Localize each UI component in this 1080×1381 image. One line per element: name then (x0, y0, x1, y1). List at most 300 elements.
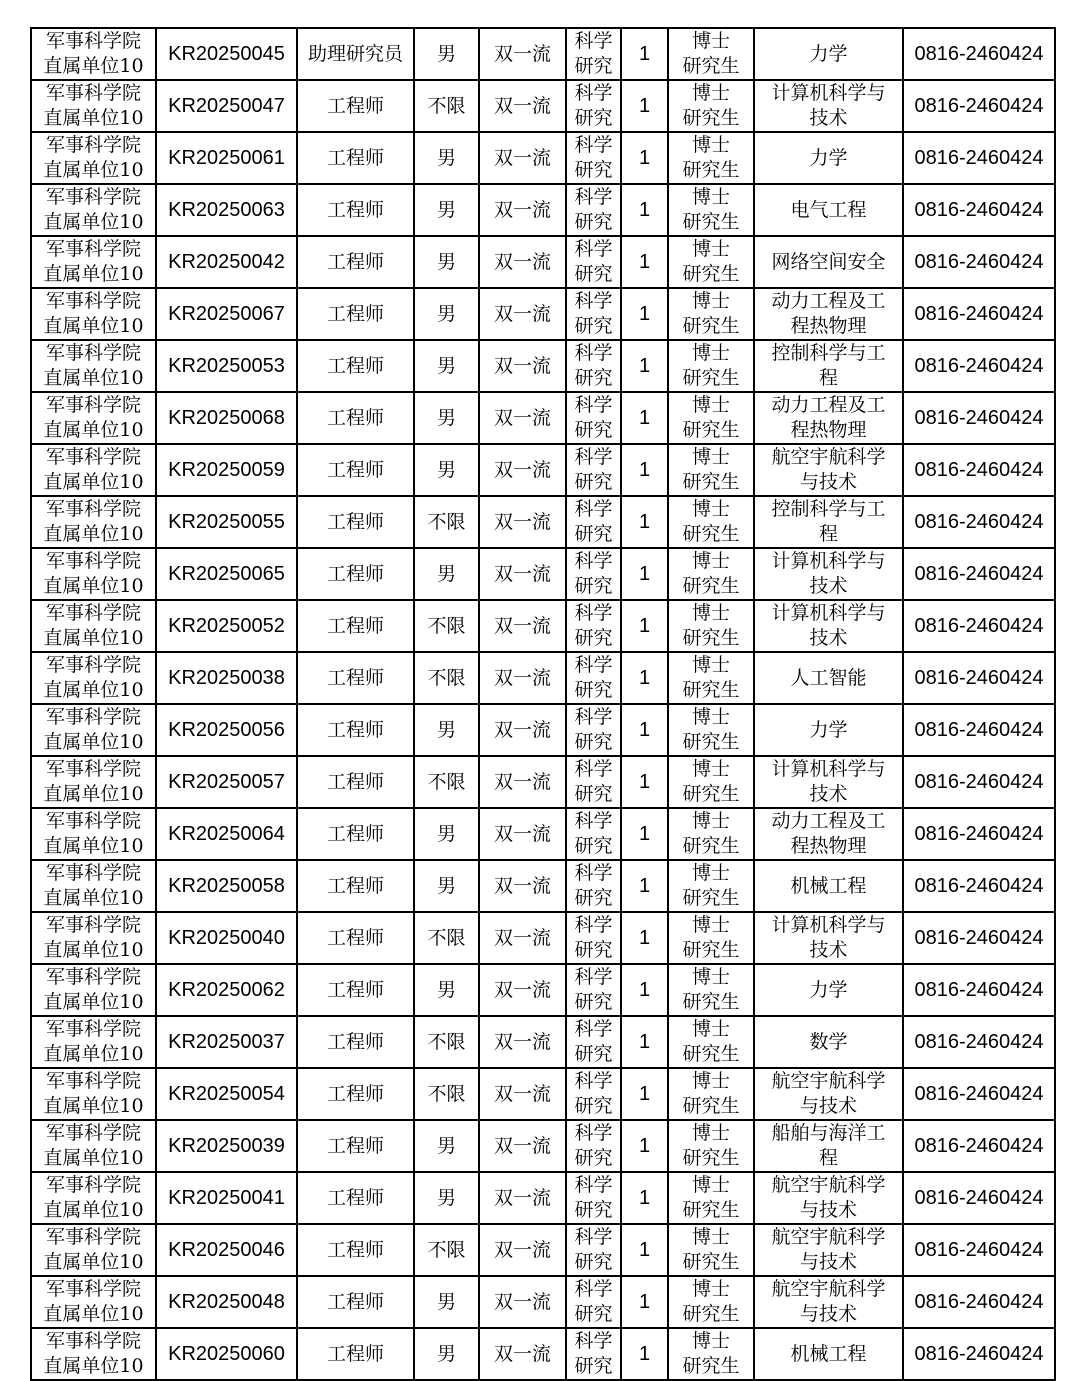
gender-cell: 不限 (414, 1224, 479, 1276)
major-cell-line: 程 (818, 523, 838, 545)
position-code-cell: KR20250067 (156, 288, 297, 340)
gender-cell: 男 (414, 132, 479, 184)
post-type-cell-line: 研究 (574, 1147, 613, 1169)
contact-phone-cell: 0816-2460424 (903, 1016, 1055, 1068)
post-type-cell-line: 科学 (574, 290, 613, 312)
post-type-cell-line: 研究 (574, 939, 613, 961)
major-cell-line: 动力工程及工 (771, 290, 886, 312)
unit-cell-line: 直属单位10 (43, 575, 144, 597)
unit-cell-line: 直属单位10 (43, 1147, 144, 1169)
headcount-cell: 1 (621, 1016, 668, 1068)
post-type-cell-line: 科学 (574, 966, 613, 988)
degree-cell (668, 28, 754, 80)
degree-cell-line: 研究生 (682, 679, 740, 701)
unit-cell (31, 1068, 156, 1120)
major-cell-line: 航空宇航科学 (771, 1226, 886, 1248)
unit-cell (31, 288, 156, 340)
table-row (31, 600, 1055, 652)
degree-cell-line: 博士 (691, 30, 730, 52)
major-cell-line: 数学 (809, 1030, 848, 1053)
position-code-cell: KR20250065 (156, 548, 297, 600)
school-level-cell: 双一流 (479, 392, 566, 444)
degree-cell-line: 研究生 (682, 575, 740, 597)
unit-cell-line: 军事科学院 (45, 290, 141, 312)
school-level-cell: 双一流 (479, 132, 566, 184)
post-type-cell-line: 研究 (574, 55, 613, 77)
table-row (31, 1016, 1055, 1068)
contact-phone-cell: 0816-2460424 (903, 340, 1055, 392)
position-code-cell: KR20250046 (156, 1224, 297, 1276)
degree-cell-line: 博士 (691, 82, 730, 104)
gender-cell: 不限 (414, 756, 479, 808)
degree-cell-line: 博士 (691, 134, 730, 156)
major-cell-line: 力学 (809, 42, 848, 65)
headcount-cell: 1 (621, 288, 668, 340)
gender-cell: 不限 (414, 600, 479, 652)
post-type-cell-line: 科学 (574, 82, 613, 104)
post-type-cell-line: 研究 (574, 211, 613, 233)
table-row (31, 964, 1055, 1016)
degree-cell-line: 研究生 (682, 627, 740, 649)
major-cell-line: 与技术 (799, 1251, 857, 1273)
unit-cell-line: 直属单位10 (43, 991, 144, 1013)
post-title-cell: 工程师 (297, 496, 414, 548)
post-type-cell-line: 科学 (574, 862, 613, 884)
degree-cell (668, 444, 754, 496)
post-type-cell-line: 科学 (574, 1018, 613, 1040)
post-type-cell-line: 科学 (574, 238, 613, 260)
post-type-cell-line: 研究 (574, 679, 613, 701)
gender-cell: 不限 (414, 80, 479, 132)
school-level-cell: 双一流 (479, 652, 566, 704)
post-type-cell (566, 184, 621, 236)
unit-cell-line: 直属单位10 (43, 55, 144, 77)
unit-cell-line: 直属单位10 (43, 783, 144, 805)
table-row (31, 1068, 1055, 1120)
major-cell-line: 力学 (809, 978, 848, 1001)
post-type-cell-line: 科学 (574, 1278, 613, 1300)
major-cell-line: 技术 (809, 939, 848, 961)
unit-cell-line: 直属单位10 (43, 887, 144, 909)
post-title-cell: 工程师 (297, 340, 414, 392)
post-title-cell: 工程师 (297, 444, 414, 496)
post-type-cell-line: 研究 (574, 887, 613, 909)
major-cell-line: 船舶与海洋工 (771, 1122, 886, 1144)
major-cell (754, 496, 903, 548)
unit-cell-line: 直属单位10 (43, 679, 144, 701)
unit-cell (31, 756, 156, 808)
degree-cell (668, 756, 754, 808)
degree-cell-line: 博士 (691, 446, 730, 468)
post-type-cell-line: 研究 (574, 1355, 613, 1377)
major-cell-line: 动力工程及工 (771, 394, 886, 416)
post-type-cell-line: 科学 (574, 810, 613, 832)
unit-cell-line: 军事科学院 (45, 706, 141, 728)
degree-cell-line: 博士 (691, 290, 730, 312)
degree-cell (668, 392, 754, 444)
major-cell-line: 与技术 (799, 471, 857, 493)
unit-cell-line: 军事科学院 (45, 394, 141, 416)
school-level-cell: 双一流 (479, 184, 566, 236)
school-level-cell: 双一流 (479, 1016, 566, 1068)
major-cell-line: 机械工程 (790, 1342, 867, 1365)
degree-cell-line: 研究生 (682, 1355, 740, 1377)
position-code-cell: KR20250045 (156, 28, 297, 80)
major-cell (754, 1328, 903, 1380)
post-title-cell: 工程师 (297, 288, 414, 340)
degree-cell-line: 博士 (691, 1278, 730, 1300)
post-type-cell-line: 研究 (574, 263, 613, 285)
table-row (31, 1120, 1055, 1172)
headcount-cell: 1 (621, 808, 668, 860)
contact-phone-cell: 0816-2460424 (903, 1068, 1055, 1120)
table-row (31, 496, 1055, 548)
major-cell-line: 航空宇航科学 (771, 446, 886, 468)
gender-cell: 男 (414, 548, 479, 600)
major-cell (754, 808, 903, 860)
position-code-cell: KR20250068 (156, 392, 297, 444)
contact-phone-cell: 0816-2460424 (903, 912, 1055, 964)
position-code-cell: KR20250064 (156, 808, 297, 860)
post-type-cell (566, 808, 621, 860)
degree-cell-line: 研究生 (682, 211, 740, 233)
gender-cell: 不限 (414, 912, 479, 964)
major-cell-line: 控制科学与工 (771, 498, 886, 520)
post-type-cell-line: 研究 (574, 1199, 613, 1221)
contact-phone-cell: 0816-2460424 (903, 1172, 1055, 1224)
major-cell-line: 计算机科学与 (771, 602, 886, 624)
unit-cell-line: 军事科学院 (45, 342, 141, 364)
post-title-cell: 工程师 (297, 1276, 414, 1328)
unit-cell (31, 1276, 156, 1328)
degree-cell (668, 1224, 754, 1276)
unit-cell-line: 直属单位10 (43, 159, 144, 181)
headcount-cell: 1 (621, 1224, 668, 1276)
post-type-cell (566, 444, 621, 496)
table-row (31, 1172, 1055, 1224)
unit-cell (31, 964, 156, 1016)
position-code-cell: KR20250037 (156, 1016, 297, 1068)
table-row (31, 808, 1055, 860)
position-code-cell: KR20250038 (156, 652, 297, 704)
degree-cell (668, 808, 754, 860)
degree-cell-line: 博士 (691, 394, 730, 416)
position-code-cell: KR20250060 (156, 1328, 297, 1380)
post-type-cell-line: 科学 (574, 1226, 613, 1248)
headcount-cell: 1 (621, 496, 668, 548)
degree-cell-line: 研究生 (682, 731, 740, 753)
unit-cell-line: 军事科学院 (45, 758, 141, 780)
major-cell (754, 652, 903, 704)
headcount-cell: 1 (621, 1328, 668, 1380)
post-type-cell-line: 研究 (574, 107, 613, 129)
contact-phone-cell: 0816-2460424 (903, 392, 1055, 444)
degree-cell-line: 研究生 (682, 523, 740, 545)
degree-cell-line: 研究生 (682, 1095, 740, 1117)
headcount-cell: 1 (621, 860, 668, 912)
post-type-cell (566, 1120, 621, 1172)
gender-cell: 男 (414, 704, 479, 756)
post-type-cell (566, 912, 621, 964)
position-code-cell: KR20250058 (156, 860, 297, 912)
unit-cell (31, 548, 156, 600)
school-level-cell: 双一流 (479, 1224, 566, 1276)
major-cell (754, 288, 903, 340)
degree-cell (668, 548, 754, 600)
positions-table (30, 27, 1056, 1381)
unit-cell-line: 直属单位10 (43, 471, 144, 493)
headcount-cell: 1 (621, 392, 668, 444)
post-type-cell-line: 科学 (574, 602, 613, 624)
unit-cell (31, 1016, 156, 1068)
post-title-cell: 工程师 (297, 1068, 414, 1120)
position-code-cell: KR20250041 (156, 1172, 297, 1224)
degree-cell-line: 研究生 (682, 1147, 740, 1169)
post-type-cell-line: 科学 (574, 134, 613, 156)
unit-cell-line: 直属单位10 (43, 835, 144, 857)
unit-cell (31, 808, 156, 860)
unit-cell-line: 军事科学院 (45, 1070, 141, 1092)
post-type-cell (566, 600, 621, 652)
gender-cell: 男 (414, 288, 479, 340)
degree-cell-line: 博士 (691, 1018, 730, 1040)
degree-cell-line: 博士 (691, 342, 730, 364)
position-code-cell: KR20250053 (156, 340, 297, 392)
degree-cell-line: 研究生 (682, 159, 740, 181)
table-row (31, 1224, 1055, 1276)
post-type-cell (566, 496, 621, 548)
major-cell-line: 计算机科学与 (771, 82, 886, 104)
unit-cell-line: 军事科学院 (45, 810, 141, 832)
unit-cell (31, 860, 156, 912)
contact-phone-cell: 0816-2460424 (903, 1224, 1055, 1276)
degree-cell (668, 184, 754, 236)
school-level-cell: 双一流 (479, 28, 566, 80)
position-code-cell: KR20250054 (156, 1068, 297, 1120)
headcount-cell: 1 (621, 1172, 668, 1224)
gender-cell: 男 (414, 184, 479, 236)
school-level-cell: 双一流 (479, 1328, 566, 1380)
unit-cell-line: 直属单位10 (43, 315, 144, 337)
degree-cell (668, 340, 754, 392)
post-type-cell (566, 1172, 621, 1224)
degree-cell (668, 964, 754, 1016)
degree-cell-line: 研究生 (682, 367, 740, 389)
major-cell-line: 与技术 (799, 1095, 857, 1117)
unit-cell-line: 直属单位10 (43, 523, 144, 545)
post-title-cell: 工程师 (297, 1016, 414, 1068)
major-cell-line: 电气工程 (790, 198, 867, 221)
contact-phone-cell: 0816-2460424 (903, 444, 1055, 496)
unit-cell-line: 军事科学院 (45, 82, 141, 104)
unit-cell-line: 直属单位10 (43, 263, 144, 285)
position-code-cell: KR20250059 (156, 444, 297, 496)
major-cell (754, 912, 903, 964)
position-code-cell: KR20250061 (156, 132, 297, 184)
position-code-cell: KR20250057 (156, 756, 297, 808)
school-level-cell: 双一流 (479, 1276, 566, 1328)
unit-cell-line: 军事科学院 (45, 966, 141, 988)
degree-cell-line: 研究生 (682, 835, 740, 857)
major-cell (754, 600, 903, 652)
school-level-cell: 双一流 (479, 444, 566, 496)
major-cell-line: 人工智能 (790, 666, 867, 689)
major-cell (754, 1276, 903, 1328)
unit-cell-line: 直属单位10 (43, 107, 144, 129)
major-cell (754, 1172, 903, 1224)
major-cell (754, 1068, 903, 1120)
school-level-cell: 双一流 (479, 704, 566, 756)
headcount-cell: 1 (621, 1120, 668, 1172)
degree-cell-line: 研究生 (682, 471, 740, 493)
table-row (31, 912, 1055, 964)
contact-phone-cell: 0816-2460424 (903, 964, 1055, 1016)
school-level-cell: 双一流 (479, 964, 566, 1016)
post-type-cell-line: 研究 (574, 627, 613, 649)
contact-phone-cell: 0816-2460424 (903, 496, 1055, 548)
unit-cell-line: 军事科学院 (45, 238, 141, 260)
school-level-cell: 双一流 (479, 600, 566, 652)
unit-cell (31, 340, 156, 392)
table-row (31, 704, 1055, 756)
post-type-cell-line: 研究 (574, 315, 613, 337)
position-code-cell: KR20250055 (156, 496, 297, 548)
major-cell-line: 力学 (809, 718, 848, 741)
post-title-cell: 工程师 (297, 1224, 414, 1276)
table-row (31, 444, 1055, 496)
major-cell (754, 80, 903, 132)
post-title-cell: 工程师 (297, 1328, 414, 1380)
table-row (31, 184, 1055, 236)
major-cell-line: 技术 (809, 627, 848, 649)
unit-cell (31, 392, 156, 444)
major-cell-line: 控制科学与工 (771, 342, 886, 364)
contact-phone-cell: 0816-2460424 (903, 808, 1055, 860)
major-cell (754, 236, 903, 288)
contact-phone-cell: 0816-2460424 (903, 652, 1055, 704)
headcount-cell: 1 (621, 1068, 668, 1120)
degree-cell (668, 1172, 754, 1224)
headcount-cell: 1 (621, 600, 668, 652)
unit-cell (31, 496, 156, 548)
degree-cell-line: 博士 (691, 654, 730, 676)
contact-phone-cell: 0816-2460424 (903, 132, 1055, 184)
gender-cell: 不限 (414, 1068, 479, 1120)
degree-cell (668, 704, 754, 756)
post-type-cell-line: 科学 (574, 30, 613, 52)
unit-cell (31, 600, 156, 652)
unit-cell-line: 军事科学院 (45, 186, 141, 208)
post-title-cell: 工程师 (297, 80, 414, 132)
gender-cell: 男 (414, 392, 479, 444)
major-cell-line: 航空宇航科学 (771, 1174, 886, 1196)
headcount-cell: 1 (621, 444, 668, 496)
post-type-cell-line: 研究 (574, 471, 613, 493)
post-type-cell-line: 科学 (574, 1070, 613, 1092)
degree-cell (668, 600, 754, 652)
post-type-cell-line: 研究 (574, 731, 613, 753)
position-code-cell: KR20250063 (156, 184, 297, 236)
degree-cell-line: 研究生 (682, 55, 740, 77)
contact-phone-cell: 0816-2460424 (903, 704, 1055, 756)
post-type-cell-line: 科学 (574, 1174, 613, 1196)
major-cell (754, 132, 903, 184)
unit-cell-line: 军事科学院 (45, 1226, 141, 1248)
gender-cell: 男 (414, 860, 479, 912)
table-row (31, 236, 1055, 288)
post-title-cell: 工程师 (297, 964, 414, 1016)
position-code-cell: KR20250056 (156, 704, 297, 756)
headcount-cell: 1 (621, 236, 668, 288)
major-cell-line: 力学 (809, 146, 848, 169)
major-cell-line: 动力工程及工 (771, 810, 886, 832)
school-level-cell: 双一流 (479, 1120, 566, 1172)
unit-cell-line: 军事科学院 (45, 1122, 141, 1144)
major-cell-line: 机械工程 (790, 874, 867, 897)
school-level-cell: 双一流 (479, 236, 566, 288)
unit-cell-line: 军事科学院 (45, 550, 141, 572)
post-type-cell-line: 研究 (574, 367, 613, 389)
major-cell-line: 计算机科学与 (771, 550, 886, 572)
major-cell (754, 444, 903, 496)
post-type-cell (566, 652, 621, 704)
table-row (31, 132, 1055, 184)
degree-cell-line: 博士 (691, 550, 730, 572)
post-title-cell: 工程师 (297, 912, 414, 964)
post-type-cell (566, 340, 621, 392)
table-row (31, 288, 1055, 340)
unit-cell-line: 直属单位10 (43, 367, 144, 389)
major-cell (754, 704, 903, 756)
major-cell-line: 航空宇航科学 (771, 1070, 886, 1092)
headcount-cell: 1 (621, 548, 668, 600)
gender-cell: 不限 (414, 652, 479, 704)
unit-cell (31, 132, 156, 184)
school-level-cell: 双一流 (479, 340, 566, 392)
degree-cell-line: 研究生 (682, 887, 740, 909)
degree-cell-line: 博士 (691, 1226, 730, 1248)
major-cell (754, 340, 903, 392)
degree-cell (668, 80, 754, 132)
school-level-cell: 双一流 (479, 756, 566, 808)
post-title-cell: 助理研究员 (297, 28, 414, 80)
headcount-cell: 1 (621, 964, 668, 1016)
unit-cell-line: 军事科学院 (45, 134, 141, 156)
unit-cell-line: 直属单位10 (43, 1303, 144, 1325)
post-type-cell (566, 392, 621, 444)
degree-cell-line: 研究生 (682, 315, 740, 337)
post-type-cell (566, 236, 621, 288)
unit-cell-line: 军事科学院 (45, 446, 141, 468)
post-type-cell (566, 1224, 621, 1276)
post-title-cell: 工程师 (297, 860, 414, 912)
contact-phone-cell: 0816-2460424 (903, 548, 1055, 600)
post-title-cell: 工程师 (297, 808, 414, 860)
unit-cell (31, 1120, 156, 1172)
contact-phone-cell: 0816-2460424 (903, 600, 1055, 652)
unit-cell-line: 军事科学院 (45, 1330, 141, 1352)
gender-cell: 男 (414, 964, 479, 1016)
major-cell (754, 28, 903, 80)
major-cell-line: 程热物理 (790, 419, 867, 441)
post-type-cell (566, 964, 621, 1016)
headcount-cell: 1 (621, 756, 668, 808)
post-type-cell (566, 80, 621, 132)
unit-cell-line: 军事科学院 (45, 30, 141, 52)
degree-cell (668, 496, 754, 548)
school-level-cell: 双一流 (479, 496, 566, 548)
post-type-cell-line: 研究 (574, 1043, 613, 1065)
